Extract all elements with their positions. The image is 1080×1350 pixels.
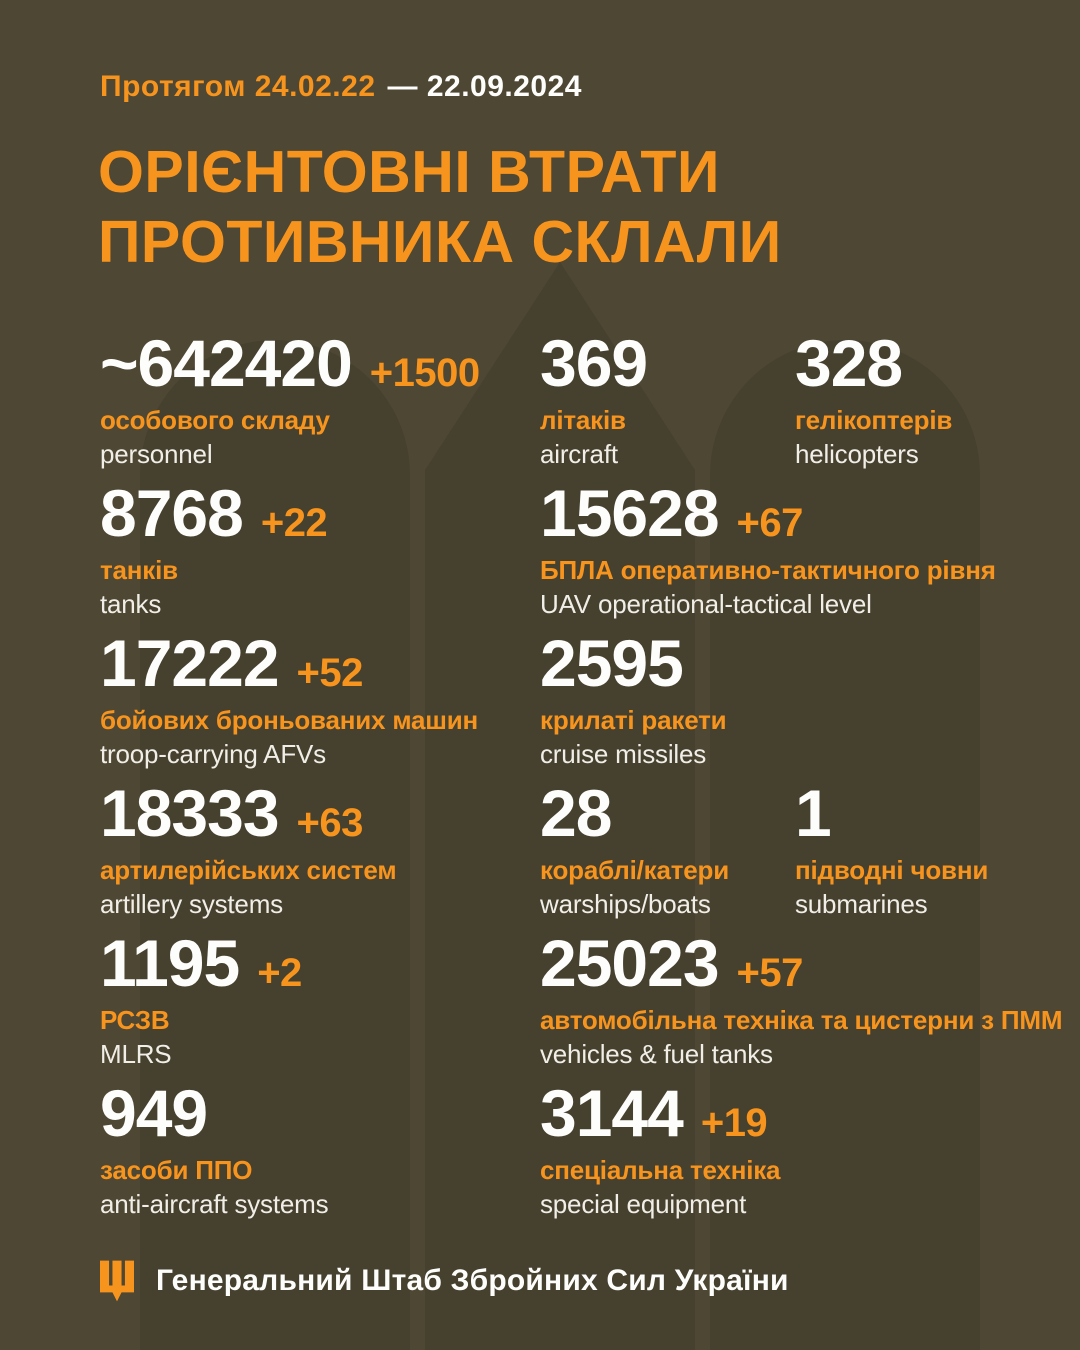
stat-value: 18333 [100,776,279,850]
stat-label-en: artillery systems [100,889,283,919]
stat-vehicles [540,926,1063,1070]
stat-label-en: personnel [100,439,213,469]
title-line-1: ОРІЄНТОВНІ ВТРАТИ [98,139,720,205]
stat-value: 1 [795,776,831,850]
stat-delta: +2 [257,951,302,995]
stat-delta: +52 [296,651,363,695]
trident-icon [100,1260,134,1302]
stat-label-en: warships/boats [540,889,711,919]
stat-value: 949 [100,1076,208,1150]
stat-label-en: submarines [795,889,928,919]
stat-label-ua: БПЛА оперативно-тактичного рівня [540,555,996,585]
stat-value: 1195 [100,926,240,1000]
stat-cruise-missiles [540,626,727,770]
stat-delta: +57 [736,951,803,995]
stat-label-ua: танків [100,555,178,585]
stat-afvs [100,626,479,770]
stat-delta: +19 [700,1101,768,1145]
stat-label-ua: РСЗВ [100,1005,170,1035]
stat-value: 25023 [540,926,719,1000]
period-prefix: Протягом 24.02.22 [100,70,376,103]
stat-label-en: aircraft [540,439,618,469]
stat-delta: +63 [296,801,363,845]
stat-mlrs [100,926,302,1070]
footer [100,1260,789,1302]
stat-submarines [795,776,989,920]
stat-label-ua: особового складу [100,405,330,435]
page-title [98,138,782,277]
title-line-2: ПРОТИВНИКА СКЛАЛИ [98,208,782,275]
stat-label-en: anti-aircraft systems [100,1189,329,1219]
stat-value: 15628 [540,476,719,550]
stat-label-ua: крилаті ракети [540,705,727,735]
stat-label-ua: гелікоптерів [795,405,953,435]
stat-delta: +22 [260,501,328,545]
stat-personnel [100,326,480,470]
stat-label-ua: засоби ППО [100,1155,253,1185]
stat-label-en: helicopters [795,439,919,469]
stat-label-ua: підводні човни [795,855,989,885]
stat-label-ua: бойових броньованих машин [100,705,479,735]
stat-label-en: tanks [100,589,162,619]
stat-label-en: troop-carrying AFVs [100,739,326,769]
stat-value: 17222 [100,626,279,700]
stat-label-en: MLRS [100,1039,172,1069]
stat-uav [540,476,996,620]
period-date: — 22.09.2024 [387,70,582,103]
stat-label-en: UAV operational-tactical level [540,589,872,619]
stat-tanks [100,476,328,620]
footer-org-name: Генеральний Штаб Збройних Сил України [156,1264,789,1297]
stat-label-en: cruise missiles [540,739,707,769]
stat-special-equipment [540,1076,781,1220]
stat-value: 2595 [540,626,683,700]
stat-value: 28 [540,776,612,850]
stat-label-ua: артилерійських систем [100,855,397,885]
stat-label-ua: літаків [540,405,626,435]
stat-anti-aircraft [100,1076,329,1220]
stat-aircraft [540,326,665,470]
stat-value: ~642420 [100,326,352,400]
stat-label-ua: спеціальна техніка [540,1155,781,1185]
stat-label-en: special equipment [540,1189,747,1219]
stat-delta: +1500 [369,351,480,395]
report-period [100,70,582,104]
stat-value: 8768 [100,476,243,550]
stat-delta: +67 [736,501,803,545]
stat-artillery [100,776,397,920]
stat-label-en: vehicles & fuel tanks [540,1039,773,1069]
stat-value: 3144 [540,1076,683,1150]
stat-label-ua: автомобільна техніка та цистерни з ПММ [540,1005,1063,1035]
stat-value: 369 [540,326,648,400]
stat-label-ua: кораблі/катери [540,855,730,885]
stat-helicopters [795,326,953,470]
stat-warships [540,776,730,920]
stat-value: 328 [795,326,903,400]
